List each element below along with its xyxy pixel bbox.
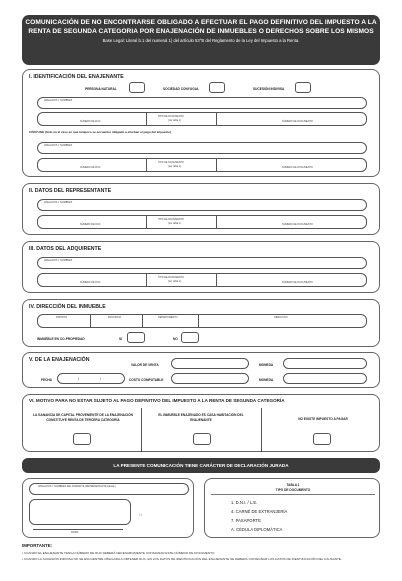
- section-title: V. DE LA ENAJENACIÓN: [29, 357, 90, 363]
- firma-field[interactable]: [29, 499, 131, 525]
- ruc-label: NÚMERO DE RUC: [80, 281, 101, 284]
- tabla-item: 1. D.N.I. / L.E.: [231, 500, 258, 505]
- section-title: III. DATOS DEL ADQUIRENTE: [29, 246, 102, 252]
- ruc-label: NÚMERO DE RUC: [80, 166, 101, 169]
- option-sucesion-indivisa-label: SUCESIÓN INDIVISA: [253, 87, 285, 91]
- firmante-apellidos-field[interactable]: [29, 483, 189, 495]
- form-title: COMUNICACIÓN DE NO ENCONTRARSE OBLIGADO A EFECTUAR EL PAGO DEFINITIVO DEL IMPUESTO A LA RENTA DE SEGUNDA CATEGORIA POR ENAJENACIÓN DE INMUEBLES O DERECHOS SOBRE LOS MISMOS: [25, 19, 377, 35]
- num-doc-label: NÚMERO DE DOCUMENTO: [282, 223, 313, 226]
- divider: [142, 315, 143, 327]
- num-doc-label: NÚMERO DE DOCUMENTO: [282, 120, 313, 123]
- copropiedad-label: INMUEBLE EN CO-PROPIEDAD: [37, 337, 85, 341]
- tipo-doc-label: TIPO DE DOCUMENTO: [158, 161, 184, 164]
- divider: [141, 408, 142, 452]
- representante-document-row: [37, 215, 367, 229]
- option-persona-natural-label: PERSONA NATURAL: [85, 87, 117, 91]
- field-label: APELLIDOS Y NOMBRES: [44, 144, 73, 147]
- section-title: II. DATOS DEL REPRESENTANTE: [29, 188, 112, 194]
- sociedad-conyugal-checkbox[interactable]: [209, 82, 225, 93]
- copropiedad-no-checkbox[interactable]: [181, 332, 199, 343]
- no-label: NO: [173, 337, 178, 341]
- section-motivo: [22, 394, 380, 452]
- tipo-doc-label: TIPO DE DOCUMENTO: [158, 115, 184, 118]
- section-enajenante: [22, 69, 380, 177]
- num-doc-label: NÚMERO DE DOCUMENTO: [282, 166, 313, 169]
- field-label: APELLIDOS Y NOMBRES: [44, 99, 73, 102]
- moneda-label: MONEDA: [259, 378, 274, 382]
- tipo-doc-label: TIPO DE DOCUMENTO: [158, 218, 184, 221]
- section-title: VI. MOTIVO PARA NO ESTAR SUJETO AL PAGO DEFINITIVO DEL IMPUESTO A LA RENTA DE SEGUNDA CATEGORÍA: [29, 398, 285, 403]
- importante-item: • CUANDO LA SUCESIÓN INDIVISA NO SE ENCUENTRE OBLIGADA A OBTENER RUC, EN LOS DATOS DE IDENTIFICACIÓN DEL ENAJENANTE SE DEBERÁ CONSIGNAR LOS DATOS DE IDENTIFICACIÓN DEL CAUSANTE.: [22, 557, 342, 561]
- motivo-casa-habitacion-checkbox[interactable]: [193, 433, 211, 445]
- firma-box: [22, 478, 194, 538]
- tipo-doc-sub: (Ver tabla 1): [168, 165, 182, 168]
- fecha-slash: /: [78, 377, 79, 381]
- divider: [198, 315, 199, 327]
- adquirente-apellidos-field[interactable]: [37, 257, 367, 269]
- tabla-subtitle: TIPO DE DOCUMENTO: [275, 488, 311, 492]
- direccion-row[interactable]: [37, 314, 367, 328]
- form-header: [22, 15, 380, 65]
- conyuge-apellidos-field[interactable]: [37, 142, 367, 154]
- num-doc-label: NÚMERO DE DOCUMENTO: [282, 281, 313, 284]
- moneda-costo-field[interactable]: [283, 373, 367, 384]
- conyuge-document-row: [37, 158, 367, 172]
- sucesion-indivisa-checkbox[interactable]: [295, 82, 311, 93]
- moneda-field[interactable]: [283, 358, 367, 369]
- fecha-field[interactable]: [57, 373, 125, 384]
- tipo-doc-sub: (Ver tabla 1): [168, 280, 182, 283]
- moneda-label: MONEDA: [259, 363, 274, 367]
- divider: [216, 113, 217, 125]
- field-label: APELLIDOS Y NOMBRES: [44, 259, 73, 262]
- motivo-renta-tercera-label: LA GANANCIA DE CAPITAL PROVENIENTE DE LA ENAJENACIÓN CONSTITUYE RENTA DE TERCERA CATEGORÍA: [33, 413, 133, 422]
- tabla-item: 7. PASAPORTE: [231, 518, 261, 523]
- divider: [216, 216, 217, 228]
- declaracion-jurada-banner: LA PRESENTE COMUNICACIÓN TIENE CARÁCTER DE DECLARACIÓN JURADA: [22, 458, 380, 473]
- fecha-slash: /: [100, 377, 101, 381]
- divider: [146, 216, 147, 228]
- ruc-label: NÚMERO DE RUC: [80, 223, 101, 226]
- option-sociedad-conyugal-label: SOCIEDAD CONYUGAL: [163, 87, 199, 91]
- motivo-no-impuesto-label: NO EXISTE IMPUESTO A PAGAR: [298, 417, 348, 421]
- divider: [216, 274, 217, 286]
- adquirente-document-row: [37, 273, 367, 287]
- ruc-label: NÚMERO DE RUC: [80, 120, 101, 123]
- motivo-casa-habitacion-label: EL INMUEBLE ENAJENADO ES CASA HABITACIÓN DEL ENAJENANTE: [158, 413, 244, 422]
- apellidos-nombres-field[interactable]: [37, 97, 367, 109]
- tipo-doc-sub: (Ver tabla 1): [168, 222, 182, 225]
- tabla-item: 4. CARNÉ DE EXTRANJERÍA: [231, 509, 288, 514]
- divider: [146, 113, 147, 125]
- section-adquirente: [22, 241, 380, 293]
- section-title: I. IDENTIFICACIÓN DEL ENAJENANTE: [29, 74, 124, 80]
- costo-field[interactable]: [171, 373, 249, 384]
- direccion-label: DIRECCIÓN: [274, 316, 288, 319]
- departamento-label: DEPARTAMENTO: [158, 316, 178, 319]
- tabla-tipo-documento: [204, 478, 380, 538]
- costo-label: COSTO COMPUTABLE: [129, 378, 164, 382]
- provincia-label: PROVINCIA: [108, 316, 122, 319]
- field-label: APELLIDOS Y NOMBRES: [44, 201, 73, 204]
- si-label: SI: [119, 337, 123, 341]
- tipo-doc-label: TIPO DE DOCUMENTO: [158, 276, 184, 279]
- divider: [146, 274, 147, 286]
- firma-line: [33, 529, 123, 530]
- section-direccion-inmueble: [22, 299, 380, 347]
- section-title: IV. DIRECCIÓN DEL INMUEBLE: [29, 304, 106, 310]
- tipo-doc-sub: (Ver tabla 1): [168, 119, 182, 122]
- firma-label: FIRMA: [71, 531, 79, 534]
- representante-apellidos-field[interactable]: [37, 199, 367, 211]
- divider: [261, 408, 262, 452]
- section-enajenacion: [22, 352, 380, 388]
- divider: [216, 159, 217, 171]
- valor-venta-field[interactable]: [171, 358, 249, 369]
- copropiedad-si-checkbox[interactable]: [127, 332, 145, 343]
- document-row: [37, 112, 367, 126]
- tabla-item: A. CÉDULA DIPLOMÁTICA: [231, 527, 283, 532]
- distrito-label: DISTRITO: [56, 316, 68, 319]
- motivo-no-impuesto-checkbox[interactable]: [313, 433, 331, 445]
- valor-venta-label: VALOR DE VENTA: [131, 363, 159, 367]
- importante-title: IMPORTANTE:: [22, 543, 53, 548]
- fecha-label: FECHA: [41, 378, 52, 382]
- tabla-title: TABLA 1: [286, 483, 300, 487]
- field-label: APELLIDOS Y NOMBRES DEL FIRMANTE (REPRESENTANTE LEGAL): [38, 485, 116, 488]
- divider: [146, 159, 147, 171]
- fecha-slashes: / /: [139, 513, 142, 517]
- section-representante: [22, 183, 380, 235]
- tabla-rule: [211, 494, 375, 495]
- importante-item: • CUANDO EL ENAJENANTE TENGA NÚMERO DE RUC DEBERÁ NECESARIAMENTE CONSIGNAR ESTE NÚMERO DE DOCUMENTO.: [22, 551, 216, 555]
- motivo-renta-tercera-checkbox[interactable]: [73, 433, 91, 445]
- persona-natural-checkbox[interactable]: [129, 82, 145, 93]
- divider: [90, 315, 91, 327]
- base-legal: Base Legal: Literal b.1 del numeral 1) del artículo 53°B del Reglamento de la Ley del Impuesto a la Renta.: [102, 38, 300, 44]
- conyuge-label: CÓNYUGE (Sólo en el caso en que tampoco se encuentre obligado a efectuar el pago del impuesto): [29, 130, 172, 134]
